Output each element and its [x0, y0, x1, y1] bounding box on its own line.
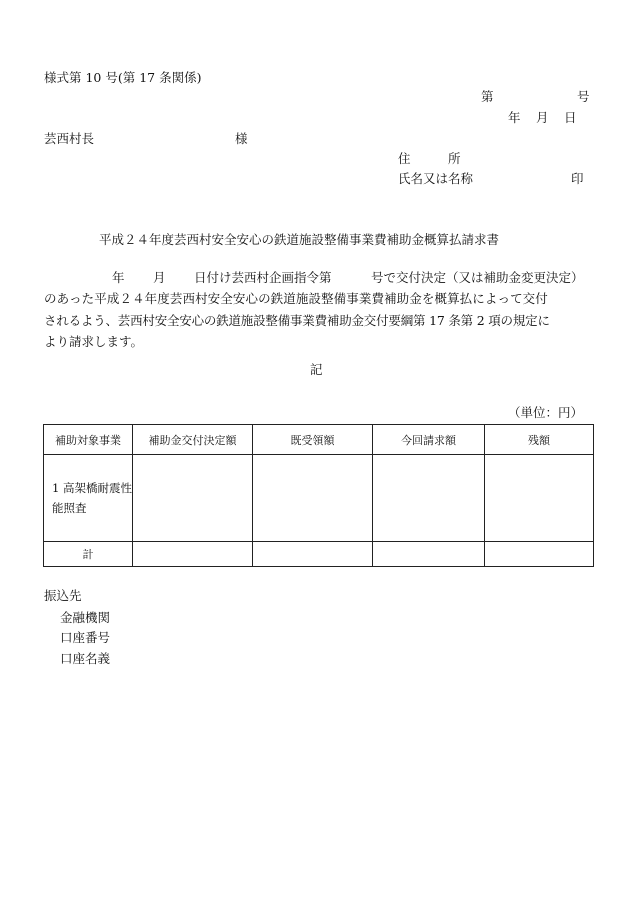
total-row [44, 542, 594, 567]
header-decided-amount: 補助金交付決定額 [133, 425, 253, 455]
addressee-honorific: 様 [235, 131, 248, 146]
claim-table [43, 424, 594, 567]
total-received-cell[interactable] [253, 542, 373, 567]
header-current-claim: 今回請求額 [373, 425, 485, 455]
total-decided-cell[interactable] [133, 542, 253, 567]
ki-mark: 記 [310, 362, 323, 377]
total-claim-cell[interactable] [373, 542, 485, 567]
date-month: 月 [536, 110, 549, 125]
body-year: 年 [112, 270, 125, 285]
name-label: 氏名又は名称 [398, 171, 474, 186]
bank-account-name: 口座名義 [60, 651, 111, 666]
header-received-amount: 既受領額 [253, 425, 373, 455]
item-cell: 1 高架橋耐震性能照査 [44, 455, 133, 542]
current-claim-cell[interactable] [373, 455, 485, 542]
body-line-3: されるよう、芸西村安全安心の鉄道施設整備事業費補助金交付要綱第 17 条第 2 項の規定に [44, 313, 550, 328]
reference-go: 号 [577, 89, 590, 104]
total-balance-cell[interactable] [485, 542, 594, 567]
received-amount-cell[interactable] [253, 455, 373, 542]
header-balance: 残額 [485, 425, 594, 455]
body-line-4: より請求します。 [44, 334, 144, 349]
document-title: 平成２４年度芸西村安全安心の鉄道施設整備事業費補助金概算払請求書 [99, 232, 500, 247]
bank-institution: 金融機関 [60, 610, 111, 625]
seal-mark: 印 [571, 171, 584, 186]
reference-dai: 第 [481, 89, 494, 104]
bank-account-number: 口座番号 [60, 630, 111, 645]
address-label: 住 所 [398, 151, 461, 166]
body-decision: 号で交付決定（又は補助金変更決定） [371, 270, 584, 285]
body-month: 月 [153, 270, 166, 285]
date-day: 日 [564, 110, 577, 125]
bank-label: 振込先 [44, 588, 82, 603]
table-header-row [44, 425, 594, 455]
date-year: 年 [508, 110, 521, 125]
balance-cell[interactable] [485, 455, 594, 542]
addressee: 芸西村長 [44, 131, 95, 146]
header-target-project: 補助対象事業 [44, 425, 133, 455]
decided-amount-cell[interactable] [133, 455, 253, 542]
table-row [44, 455, 594, 542]
total-label: 計 [44, 542, 133, 567]
body-day-ref: 日付け芸西村企画指令第 [194, 270, 332, 285]
form-number: 様式第 10 号(第 17 条関係) [44, 70, 202, 85]
body-line-2: のあった平成２４年度芸西村安全安心の鉄道施設整備事業費補助金を概算払によって交付 [44, 291, 548, 306]
unit-label: （単位：円） [508, 405, 584, 420]
